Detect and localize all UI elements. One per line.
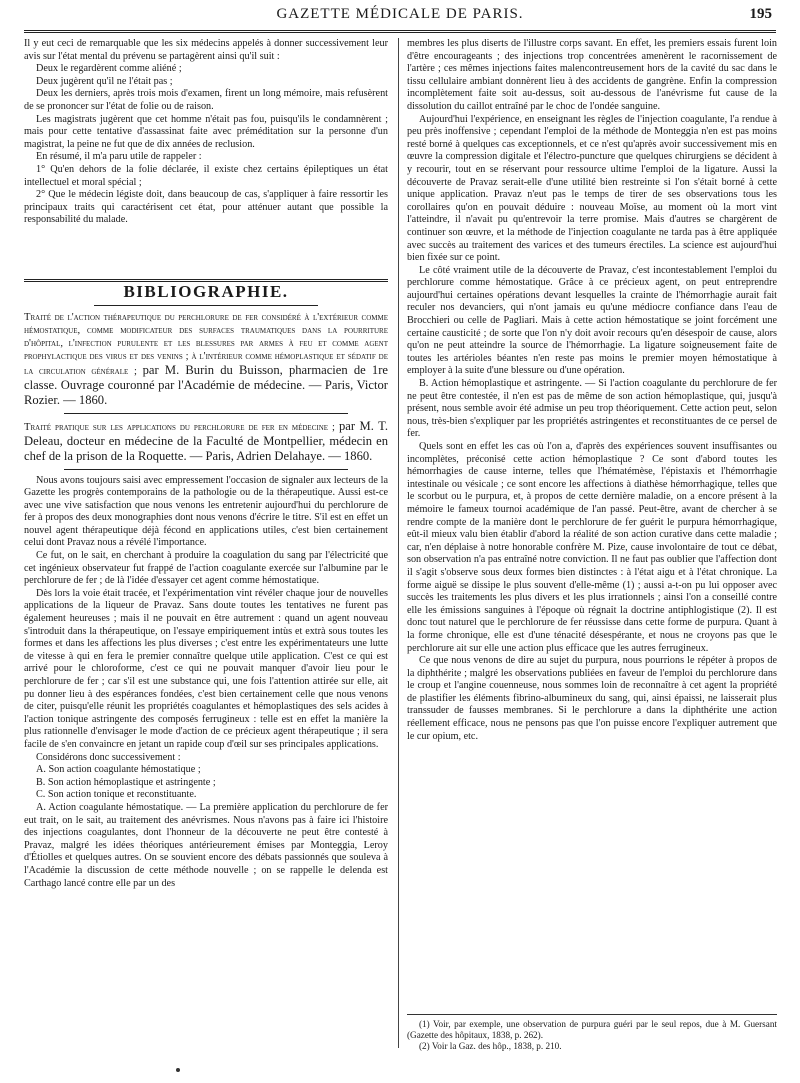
bibliography-entry-2 — [24, 419, 388, 464]
footnote: (2) Voir la Gaz. des hôp., 1838, p. 210. — [419, 1041, 562, 1052]
bibliography-title: Traité pratique sur les applications du perchlorure de fer en médecine ; — [24, 421, 335, 433]
right-column — [407, 38, 777, 743]
paragraph: Ce que nous venons de dire au sujet du purpura, nous pourrions le répéter à propos de la diphthérite ; malgré les observations publiées en faveur de l'emploi du perchlorure dans le croup et l'angine couenneuse, nous sommes loin de reconnaître à cet agent la propriété de plastifier les éléments fibrino-albumineux du sang, qui, ainsi épaissi, ne laisserait plus transsuder de fausses membranes. Si le perchlorure a dans la diphthérite une action réellement efficace, nous ne pensons pas que l'on puisse encore l'expliquer autrement que le cur opium, etc. — [407, 655, 777, 742]
paragraph: Il y eut ceci de remarquable que les six médecins appelés à donner successivement leur avis sur l'état mental du prévenu se partagèrent ainsi qu'il suit : — [24, 38, 388, 62]
title-underline — [94, 305, 318, 306]
journal-title: GAZETTE MÉDICALE DE PARIS. — [276, 6, 524, 22]
header-rule — [24, 30, 776, 33]
left-column — [24, 38, 388, 890]
paragraph: B. Action hémoplastique et astringente. — Si l'action coagulante du perchlorure de fer ne peut être contestée, il n'en est pas de même de son action hémoplastique, qui, jusqu'à présent, nous semble avoir été admise un peu trop théoriquement. Cette action peut, selon nous, très-bien s'expliquer par les propriétés astringentes et reconstituantes de ce persel de fer. — [407, 378, 777, 440]
footnote-rule — [407, 1014, 777, 1015]
paragraph: Considérons donc successivement : — [36, 751, 181, 763]
paragraph: Les magistrats jugèrent que cet homme n'était pas fou, puisqu'ils le condamnèrent ; mais pour cette tentative d'assassinat faite avec préméditation sur la personne d'un magistrat, la peine ne fut que de dix années de reclusion. — [24, 113, 388, 150]
column-divider — [398, 38, 399, 1048]
paragraph: 1° Qu'en dehors de la folie déclarée, il existe chez certains épileptiques un état intellectuel et moral spécial ; — [24, 163, 388, 188]
bibliography-author: par M. T. Deleau, docteur en médecine de la Faculté de Montpellier, médecin en chef de la prison de la Roquette. — Paris, Adrien Delahaye. — 1860. — [24, 418, 388, 463]
paragraph: Ce fut, on le sait, en cherchant à produire la coagulation du sang par l'électricité que cet ingénieux observateur fut frappé de l'action coagulante exercée sur l'albumine par le perchlorure de fer ; de là l'idée d'essayer cet agent comme hémostatique. — [24, 550, 388, 587]
paragraph: Deux jugèrent qu'il ne l'était pas ; — [36, 75, 173, 87]
paragraph: Quels sont en effet les cas où l'on a, d'après des expériences souvent insuffisantes ou incomplètes, préconisé cette action hémoplastique ? Ce sont d'abord toutes les hémorrhagies de cause interne, telles que l'hématémèse, l'épistaxis et l'hémorrhagie intestinale ou vésicale ; ce sont encore les affections à diathèse hémorrhagique, telles que le scorbut ou le purpura, et, à propos de cette dernière maladie, on a encore présent à la mémoire le fameux tournoi académique de l'an passé. Peut-être, avant de chercher à se rendre compte de la manière dont le perchlorure de fer guérit le purpura hémorrhagique, eût-il mieux valu bien établir d'abord la réalité de son action curative dans cette maladie ; car, n'en déplaise à notre honorable confrère M. Pize, cause involontaire de tout ce débat, son observation n'a pas entraîné notre conviction. Il ne faut pas oublier que l'affection dont il s'agit s'observe sous deux formes bien distinctes : à l'état aigu et à l'état chronique. La forme aiguë se dissipe le plus souvent d'elle-même (1) ; aussi a-t-on pu lui opposer avec succès les traitements les plus divers et les plus irrationnels ; ainsi l'on a conseillé contre elle les émissions sanguines à l'époque où régnait la doctrine antiphlogistique (2). Il est donc tout naturel que le perchlorure de fer réussisse dans cette forme de purpura. Quant à la forme chronique, elle est d'une ténacité désespérante, et nous ne croyons pas que le perchlorure ait sur elle une action plus efficace que les autres ferrugineux. — [407, 441, 777, 654]
ink-mark — [176, 1068, 180, 1072]
bibliography-title: Traité de l'action thérapeutique du perchlorure de fer considéré à l'extérieur comme hémostatique, comme modificateur des surfaces traumatiques dans la pourriture d'hôpital, l'infection purulente et les blessures par armes à feu et comme agent prophylactique des virus et des venins ; à l'intérieur comme hémoplastique et sédatif de la circulation générale ; — [24, 311, 388, 377]
list-item: A. Son action coagulante hémostatique ; — [36, 764, 201, 776]
page-number: 195 — [749, 6, 772, 22]
bibliography-author: par M. Burin du Buisson, pharmacien de 1re classe. Ouvrage couronné par l'Académie de médecine. — Paris, Victor Rozier. — 1860. — [24, 362, 388, 407]
list-item: B. Son action hémoplastique et astringente ; — [36, 776, 216, 788]
footnotes — [407, 1014, 777, 1053]
paragraph: Le côté vraiment utile de la découverte de Pravaz, c'est incontestablement l'emploi du perchlorure comme hémostatique. Grâce à ce précieux agent, on peut entreprendre aujourd'hui certaines opérations devant lesquelles la crainte de l'hémorrhagie aurait fait reculer nos devanciers, qui n'ont jamais eu qu'une médiocre confiance dans l'eau de Brocchieri ou celle de Pagliari. Mais à cette action hémostatique se joint forcément une certaine causticité ; de sorte que l'on n'y doit avoir recours qu'en désespoir de cause, alors qu'on ne peut atteindre la source de l'hémorrhagie. La ligature soigneusement faite de toutes les artérioles béantes n'en reste pas moins le premier moyen hémostatique à employer à la suite d'une blessure ou d'une opération. — [407, 264, 777, 377]
paragraph: Nous avons toujours saisi avec empressement l'occasion de signaler aux lecteurs de la Gazette les progrès contemporains de la pathologie ou de la thérapeutique. Aussi est-ce avec une vive satisfaction que nous venons les entretenir aujourd'hui du perchlorure de fer à propos des deux monographies dont nous venons d'écrire le titre. S'il est en effet un nouvel agent thérapeutique déjà fécond en applications utiles, c'est bien certainement celui dont Pravaz nous a révélé l'importance. — [24, 474, 388, 549]
bibliography-entry-1 — [24, 311, 388, 408]
page-header — [24, 4, 776, 30]
paragraph: Deux le regardèrent comme aliéné ; — [36, 63, 182, 75]
paragraph: En résumé, il m'a paru utile de rappeler : — [36, 151, 202, 163]
paragraph: Aujourd'hui l'expérience, en enseignant les règles de l'injection coagulante, l'a rendue à peu près inoffensive ; cependant l'emploi de la méthode de Monteggia n'en est pas moins resté borné à quelques cas exceptionnels, et ce n'est qu'après avoir successivement mis en œuvre la compression digitale et l'électro-puncture que quelques chirurgiens se décident à y recourir, tout en se réservant pour ressource ultime l'emploi de la ligature. Aussi la découverte de Pravaz serait-elle d'une utilité bien restreinte si l'on s'était borné à cette unique application. Pravaz n'eut pas le temps de tirer de ses observations tous les corollaires qu'on en pouvait déduire : nouveau Moïse, au moment où la mort vint l'atteindre, il n'avait pu qu'entrevoir la terre promise. Mais d'autres se chargèrent de continuer son œuvre, et la méthode de l'injection coagulante ne tarda pas à être appliquée avec succès au traitement des varices et des tumeurs érectiles. La science est aujourd'hui bien fixée sur ce point. — [407, 113, 777, 264]
list-item: C. Son action tonique et reconstituante. — [36, 789, 197, 801]
paragraph: membres les plus diserts de l'illustre corps savant. En effet, les premiers essais furent loin d'être encourageants ; des injections trop concentrées amenèrent le racornissement de l'artère ; ces mêmes injections faites malencontreusement hors de la cavité du sac dans le tissu cellulaire ambiant donnèrent lieu à des accidents de gangrène. Enfin la compression incomplètement faite soit au-dessus, soit au-dessous de l'anévrisme fut cause de la dissolution du caillot entraîné par le choc de l'ondée sanguine. — [407, 38, 777, 112]
paragraph: A. Action coagulante hémostatique. — La première application du perchlorure de fer eut trait, on le sait, au traitement des anévrismes. Nous n'avons pas à faire ici l'histoire des injections coagulantes, dont l'honneur de la découverte ne peut être contesté à Pravaz, malgré les idées théoriques antérieurement émises par Monteggia, Leroy d'Étiolles et quelques autres. On se souvient encore des débats passionnés que souleva à l'Académie la discussion de cette méthode nouvelle ; on se rappelle le delenda est Carthago lancé contre elle par un des — [24, 801, 388, 889]
paragraph: Dès lors la voie était tracée, et l'expérimentation vint révéler chaque jour de nouvelles applications de la liqueur de Pravaz. Sans doute toutes les tentatives ne furent pas également heureuses ; mais il ne pouvait en être autrement : quand un agent nouveau s'introduit dans la thérapeutique, on l'essaye empiriquement intùs et extrà sous toutes les formes et dans les affections les plus diverses ; c'est entre les expérimentateurs une lutte de vitesse à qui en fera le premier connaître quelque utile application. C'est ce qui est arrivé pour le chloroforme, c'est ce qui ne pouvait manquer d'avoir lieu pour le perchlorure de fer ; car s'il est une substance qui, une fois l'attention attirée sur elle, ait pu donner lieu à des espérances fondées, c'est bien certainement celle que nous venons de citer, puisqu'elle réunit les propriétés coagulantes et hémoplastiques des sels acides à l'action tonique astringente des composés ferrugineux : telle est en effet la manière la plus rationnelle d'envisager le mode d'action de ce précieux agent thérapeutique ; il sera facile de s'en convaincre en jetant un rapide coup d'œil sur ses principales applications. — [24, 587, 388, 750]
paragraph: Deux les derniers, après trois mois d'examen, firent un long mémoire, mais refusèrent de se prononcer sur l'état de folie ou de raison. — [24, 88, 388, 112]
section-title: BIBLIOGRAPHIE. — [123, 281, 289, 301]
footnote: (1) Voir, par exemple, une observation de purpura guéri par le seul repos, due à M. Guersant (Gazette des hôpitaux, 1838, p. 262). — [407, 1019, 777, 1041]
entry-separator — [64, 413, 348, 414]
paragraph: 2° Que le médecin légiste doit, dans beaucoup de cas, s'appliquer à faire ressortir les principaux traits qui caractérisent cet état, pour atténuer autant que possible la responsabilité du malade. — [24, 189, 388, 226]
entry-separator — [64, 469, 348, 470]
